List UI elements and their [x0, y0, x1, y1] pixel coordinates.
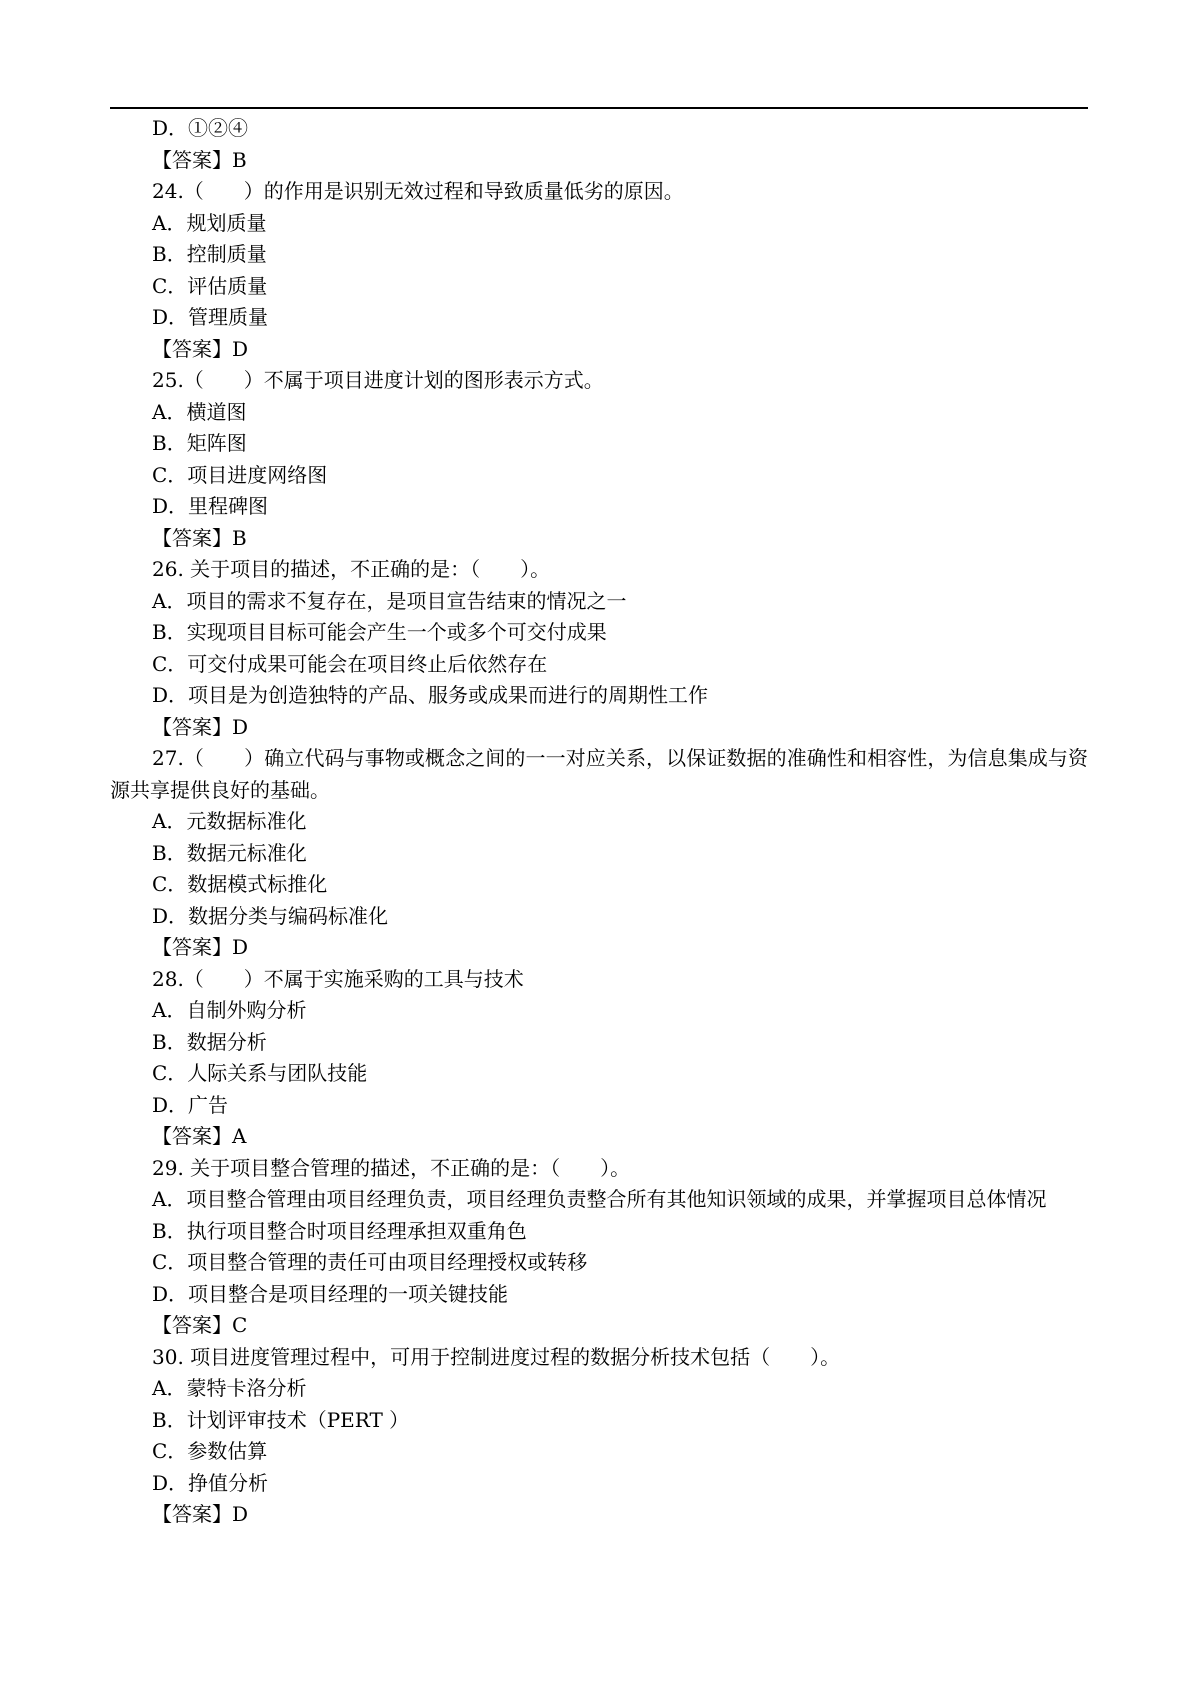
answer-text: 【答案】B [152, 525, 247, 550]
option-text: C．项目进度网络图 [152, 462, 328, 487]
question-28: 28.（ ）不属于实施采购的工具与技术 [152, 966, 524, 991]
answer-text: 【答案】D [152, 935, 249, 959]
option-text: B．执行项目整合时项目经理承担双重角色 [152, 1218, 527, 1243]
option-text: D．①②④ [152, 116, 249, 140]
option-text: C．参数估算 [152, 1439, 268, 1463]
answer-text: 【答案】D [152, 714, 249, 739]
option-text: C．数据模式标推化 [152, 872, 328, 896]
document-body [110, 113, 1088, 1531]
question-24: 24.（ ）的作用是识别无效过程和导致质量低劣的原因。 [152, 179, 684, 203]
answer-text: 【答案】D [152, 1502, 249, 1526]
question-27: 27.（ ）确立代码与事物或概念之间的一一对应关系，以保证数据的准确性和相容性，为信息集成与资源共享提供良好的基础。 [110, 746, 1088, 802]
option-text: B．实现项目目标可能会产生一个或多个可交付成果 [152, 620, 607, 644]
answer-text: 【答案】A [152, 1124, 247, 1148]
option-text: C．可交付成果可能会在项目终止后依然存在 [152, 651, 548, 676]
option-text: B．控制质量 [152, 242, 267, 266]
option-text: A．蒙特卡洛分析 [152, 1376, 307, 1400]
answer-text: 【答案】D [152, 336, 249, 361]
option-text: A．规划质量 [152, 210, 267, 235]
option-text: D．项目是为创造独特的产品、服务或成果而进行的周期性工作 [152, 683, 709, 707]
option-text: B．数据元标准化 [152, 840, 307, 865]
option-text: C．项目整合管理的责任可由项目经理授权或转移 [152, 1250, 588, 1274]
option-text: B．数据分析 [152, 1029, 267, 1054]
option-text: B．计划评审技术（PERT ） [152, 1407, 410, 1432]
option-text: A．元数据标准化 [152, 809, 307, 833]
question-26: 26. 关于项目的描述，不正确的是：（ ）。 [152, 557, 551, 581]
option-text: D．项目整合是项目经理的一项关键技能 [152, 1281, 509, 1306]
option-text: D．管理质量 [152, 305, 269, 329]
option-text: C．人际关系与团队技能 [152, 1061, 368, 1085]
option-text: B．矩阵图 [152, 431, 247, 455]
option-text: A．项目的需求不复存在，是项目宣告结束的情况之一 [152, 588, 627, 613]
question-25: 25.（ ）不属于项目进度计划的图形表示方式。 [152, 368, 604, 392]
option-text: D．挣值分析 [152, 1470, 269, 1495]
option-text: A．横道图 [152, 399, 247, 424]
answer-text: 【答案】C [152, 1313, 248, 1337]
option-text: D．里程碑图 [152, 494, 269, 518]
answer-text: 【答案】B [152, 147, 247, 172]
question-30: 30. 项目进度管理过程中，可用于控制进度过程的数据分析技术包括（ ）。 [152, 1344, 841, 1369]
option-text: D．数据分类与编码标准化 [152, 903, 389, 928]
option-text: A．自制外购分析 [152, 998, 307, 1022]
question-29: 29. 关于项目整合管理的描述，不正确的是：（ ）。 [152, 1155, 631, 1180]
option-text: D．广告 [152, 1092, 229, 1117]
option-text: A．项目整合管理由项目经理负责，项目经理负责整合所有其他知识领域的成果，并掌握项目总体情况 [152, 1187, 1047, 1211]
option-text: C．评估质量 [152, 273, 268, 298]
header-rule [110, 107, 1088, 109]
